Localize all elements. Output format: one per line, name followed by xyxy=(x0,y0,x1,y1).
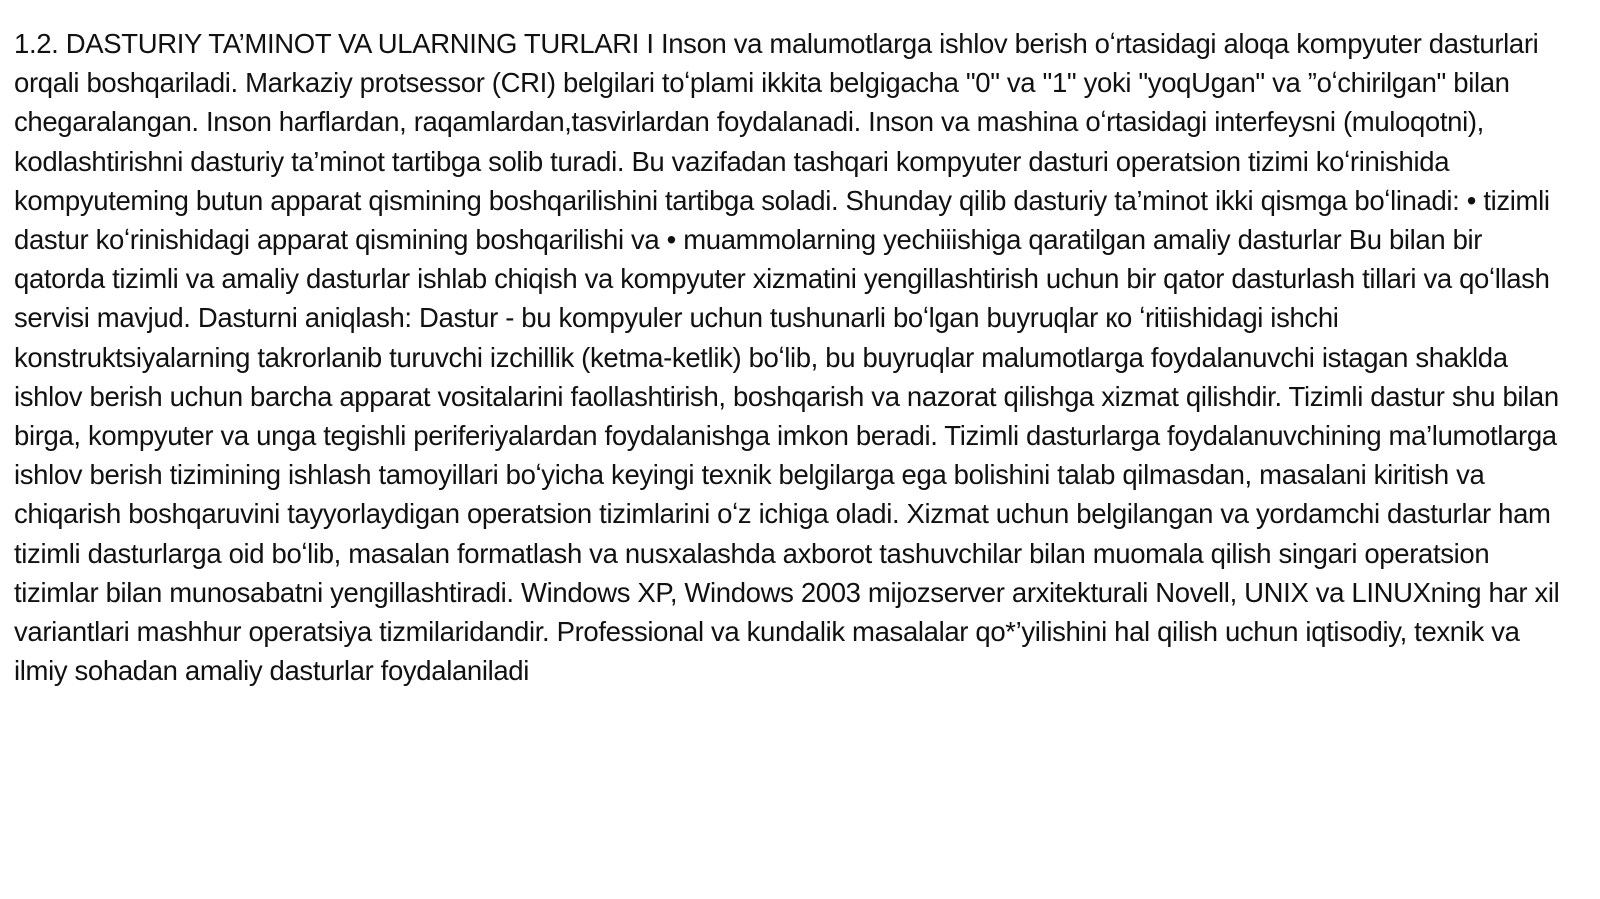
document-body-paragraph: 1.2. DASTURIY TA’MINOT VA ULARNING TURLARI I Inson va malumotlarga ishlov berish oʻrtasidagi aloqa kompyuter dasturlari orqali boshqariladi. Markaziy protsessor (CRI) belgilari toʻplami ikkita belgigacha "0" va "1" yoki "yoqUgan" va ”oʻchirilgan" bilan chegaralangan. Inson harflardan, raqamlardan,tasvirlardan foydalanadi. Inson va mashina oʻrtasidagi interfeysni (muloqotni), kodlashtirishni dasturiy ta’minot tartibga solib turadi. Bu vazifadan tashqari kompyuter dasturi operatsion tizimi koʻrinishida kompyuteming butun apparat qismining boshqarilishini tartibga soladi. Shunday qilib dasturiy ta’minot ikki qismga boʻlinadi: • tizimli dastur koʻrinishidagi apparat qismining boshqarilishi va • muammolarning yechiiishiga qaratilgan amaliy dasturlar Bu bilan bir qatorda tizimli va amaliy dasturlar ishlab chiqish va kompyuter xizmatini yengillashtirish uchun bir qator dasturlash tillari va qoʻllash servisi mavjud. Dasturni aniqlash: Dastur - bu kompyuler uchun tushunarli boʻlgan buyruqlar кo ʻritiishidagi ishchi konstruktsiyalarning takrorlanib turuvchi izchillik (ketma-ketlik) boʻlib, bu buyruqlar malumotlarga foydalanuvchi istagan shaklda ishlov berish uchun barcha apparat vositalarini faollashtirish, boshqarish va nazorat qilishga xizmat qilishdir. Tizimli dastur shu bilan birga, kompyuter va unga tegishli periferiyalardan foydalanishga imkon beradi. Tizimli dasturlarga foydalanuvchining ma’lumotlarga ishlov berish tizimining ishlash tamoyillari boʻyicha keyingi texnik belgilarga ega bolishini talab qilmasdan, masalani kiritish va chiqarish boshqaruvini tayyorlaydigan operatsion tizimlarini oʻz ichiga oladi. Xizmat uchun belgilangan va yordamchi dasturlar ham tizimli dasturlarga oid boʻlib, masalan formatlash va nusxalashda axborot tashuvchilar bilan muomala qilish singari operatsion tizimlar bilan munosabatni yengillashtiradi. Windows XP, Windows 2003 mijozserver arxitekturali Novell, UNIX va LINUXning har xil variantlari mashhur operatsiya tizmilaridandir. Professional va kundalik masalalar qo*’yilishini hal qilish uchun iqtisodiy, texnik va ilmiy sohadan amaliy dasturlar foydalaniladi xyxy=(14,28,1560,687)
